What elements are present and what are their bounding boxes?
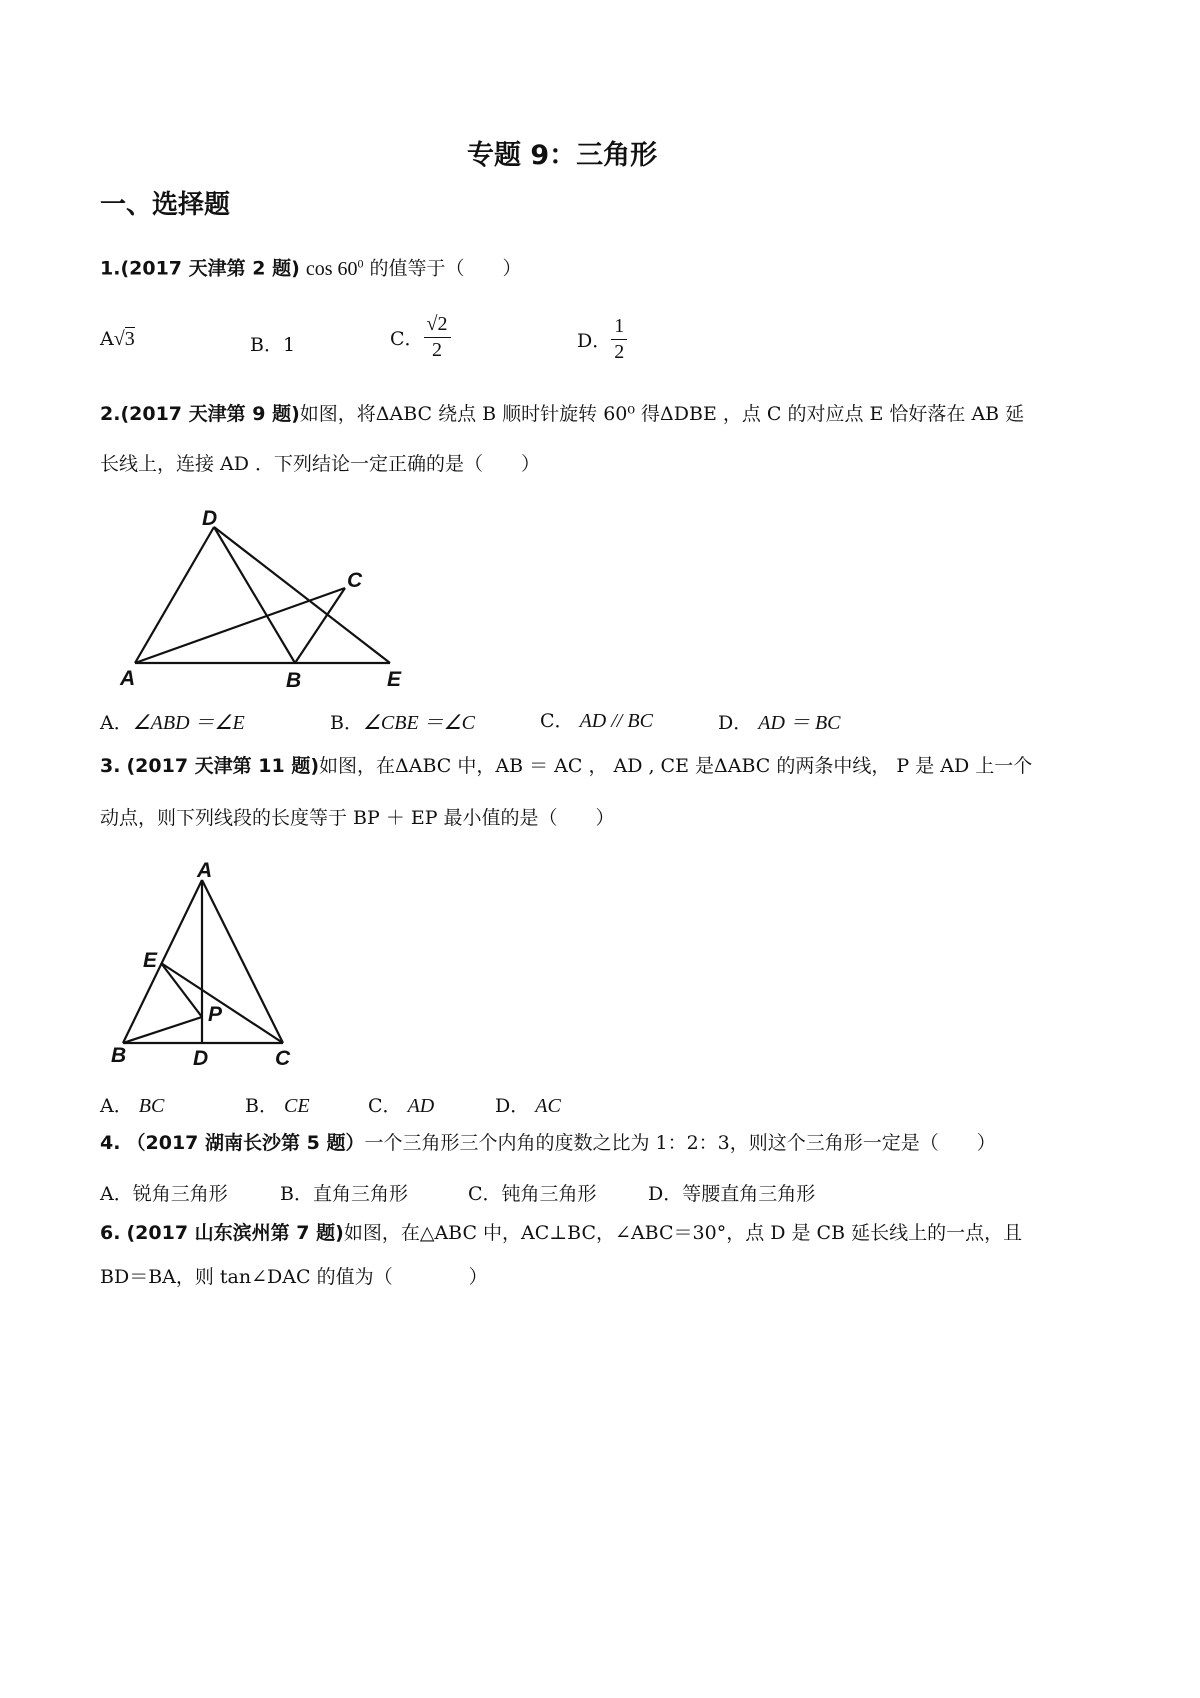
q1-option-d: D． $\frac{1}{2}$ <box>577 314 627 365</box>
q2-figure <box>110 505 410 690</box>
question-3 <box>100 757 1032 776</box>
q2-text-line2: 长线上，连接 AD ．下列结论一定正确的是（ ） <box>100 453 541 475</box>
q2-option-d: D． AD ＝ BC <box>718 712 841 734</box>
q1-option-b: B．1 <box>250 334 296 356</box>
q1-source: (2017 天津第 2 题) <box>120 257 300 280</box>
q2-option-c: C． AD // BC <box>540 710 653 732</box>
page-title: 专题 9：三角形 <box>467 140 658 171</box>
question-2 <box>100 405 1024 424</box>
q4-option-c: C．钝角三角形 <box>468 1183 597 1205</box>
q4-source: （2017 湖南长沙第 5 题） <box>126 1132 365 1154</box>
q4-option-b: B．直角三角形 <box>280 1183 408 1205</box>
q2-label-c: C <box>347 569 363 592</box>
q3-number: 3. <box>100 755 121 777</box>
q3-label-b: B <box>111 1044 127 1067</box>
q3-label-e: E <box>143 949 158 972</box>
q4-option-d: D．等腰直角三角形 <box>648 1183 816 1205</box>
q3-label-p: P <box>208 1003 223 1026</box>
q4-option-a: A．锐角三角形 <box>100 1183 228 1205</box>
q2-label-b: B <box>286 669 302 690</box>
q2-label-e: E <box>387 668 402 690</box>
q6-text-line1: 如图，在△ABC 中，AC⊥BC，∠ABC＝30°，点 D 是 CB 延长线上的一点，且 <box>343 1222 1023 1244</box>
q3-option-a: A． BC <box>100 1095 165 1117</box>
q6-source: (2017 山东滨州第 7 题) <box>126 1222 344 1244</box>
section-heading: 一、选择题 <box>100 190 231 220</box>
q2-label-d: D <box>202 507 218 530</box>
q2-number: 2. <box>100 403 121 425</box>
q1-number: 1. <box>100 257 121 280</box>
q3-label-c: C <box>275 1047 291 1070</box>
q2-option-a: A．∠ABD ＝∠E <box>100 712 245 734</box>
q3-option-b: B． CE <box>245 1095 310 1117</box>
q6-text-line2: BD＝BA，则 tan∠DAC 的值为（ ） <box>100 1266 488 1288</box>
q2-label-a: A <box>120 667 136 690</box>
question-1 <box>100 257 522 279</box>
q3-label-a: A <box>197 859 213 882</box>
q1-text: 的值等于（ ） <box>369 257 522 280</box>
q3-label-d: D <box>193 1047 209 1070</box>
q4-text: 一个三角形三个内角的度数之比为 1：2：3，则这个三角形一定是（ ） <box>364 1132 996 1154</box>
q2-text-line1: 如图，将ΔABC 绕点 B 顺时针旋转 60⁰ 得ΔDBE ，点 C 的对应点 E 恰好落在 AB 延 <box>299 403 1025 425</box>
q2-source: (2017 天津第 9 题) <box>120 403 300 425</box>
question-6 <box>100 1224 1022 1243</box>
question-4 <box>100 1134 996 1153</box>
q1-option-a: A√3 <box>100 328 135 350</box>
q1-expression: $\cos 60^0$ <box>305 256 364 280</box>
q2-option-b: B．∠CBE ＝∠C <box>330 712 475 734</box>
q3-source: (2017 天津第 11 题) <box>126 755 320 777</box>
q3-text-line2: 动点，则下列线段的长度等于 BP ＋ EP 最小值的是（ ） <box>100 807 615 829</box>
q6-number: 6. <box>100 1222 121 1244</box>
q1-option-c: C． $\frac{√2}{2}$ <box>390 312 451 363</box>
q3-option-c: C． AD <box>368 1095 435 1117</box>
q3-text-line1: 如图，在ΔABC 中，AB ＝ AC ， AD , CE 是ΔABC 的两条中线， P 是 AD 上一个 <box>319 755 1033 777</box>
q3-option-d: D． AC <box>495 1095 561 1117</box>
q4-number: 4. <box>100 1132 121 1154</box>
q3-figure <box>105 855 305 1070</box>
